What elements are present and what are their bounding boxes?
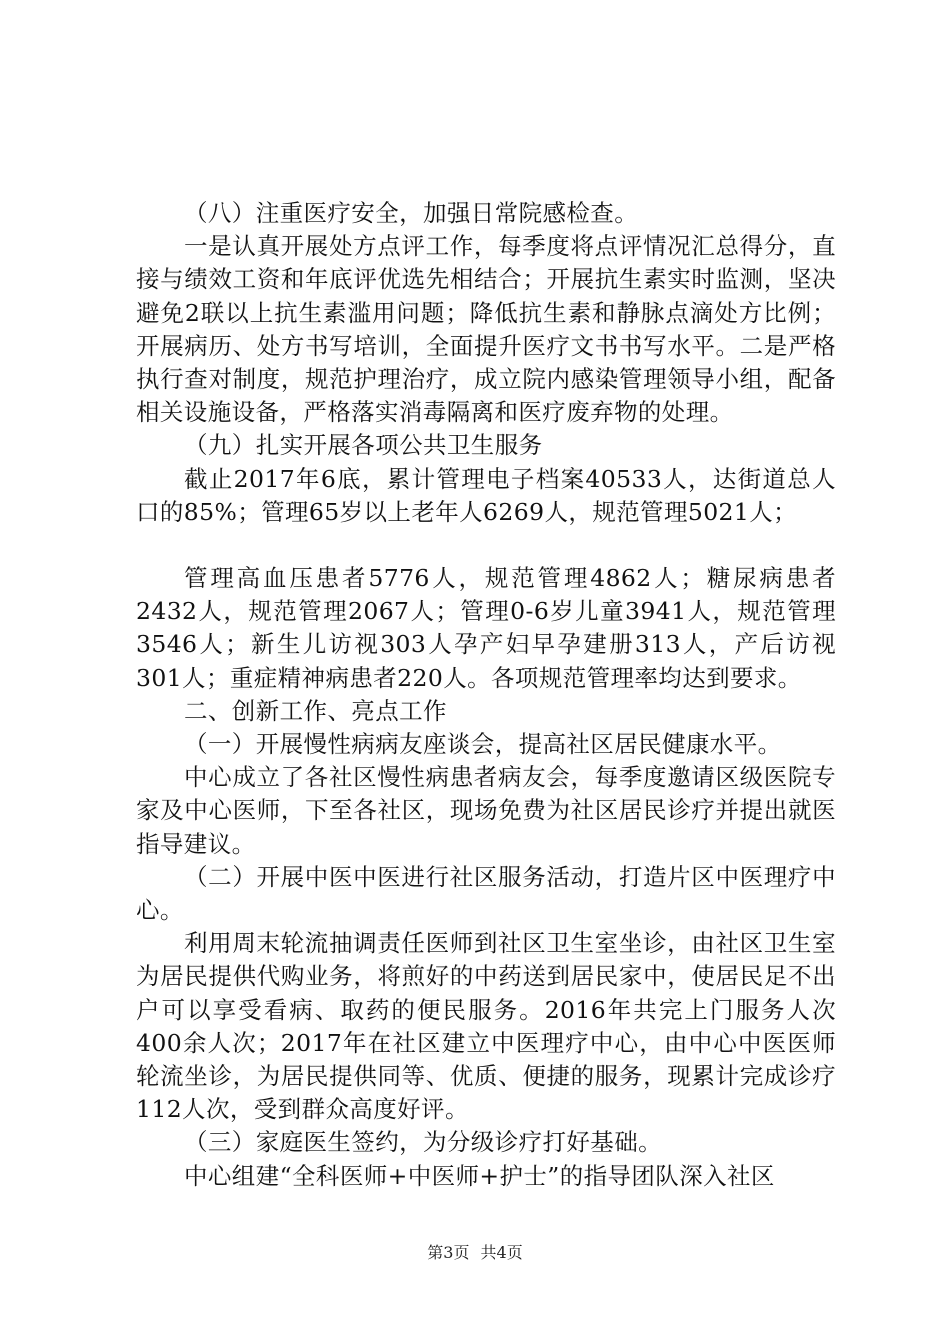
page-footer (0, 1243, 950, 1263)
paragraph-family-doctor: 中心组建“全科医师+中医师+护士”的指导团队深入社区 (184, 1161, 775, 1190)
page-number-current: 第3页 (427, 1243, 470, 1262)
section-heading-9: （九）扎实开展各项公共卫生服务 (184, 431, 543, 460)
paragraph-chronic-stats: 管理高血压患者5776人，规范管理4862人；糖尿病患者2432人，规范管理2067人；管理0-6岁儿童3941人，规范管理3546人；新生儿访视303人孕产妇早孕建册313人，产后访视301人；重症精神病患者220人。各项规范管理率均达到要求。 (136, 564, 836, 692)
section-heading-innovation: 二、创新工作、亮点工作 (184, 696, 447, 725)
document-body (136, 197, 836, 1193)
section-heading-1: （一）开展慢性病病友座谈会，提高社区居民健康水平。 (184, 730, 782, 759)
section-heading-8: （八）注重医疗安全，加强日常院感检查。 (184, 199, 639, 227)
page-number-total: 共4页 (480, 1243, 523, 1262)
paragraph-records-stats: 截止2017年6底，累计管理电子档案40533人，达街道总人口的85%；管理65岁以上老年人6269人，规范管理5021人； (136, 464, 836, 526)
section-heading-3: （三）家庭医生签约，为分级诊疗打好基础。 (184, 1128, 662, 1157)
paragraph-tcm-service: 利用周末轮流抽调责任医师到社区卫生室坐诊，由社区卫生室为居民提供代购业务，将煎好的中药送到居民家中，使居民足不出户可以享受看病、取药的便民服务。2016年共完上门服务人次400余人次；2017年在社区建立中医理疗中心，由中心中医医师轮流坐诊，为居民提供同等、优质、便捷的服务，现累计完成诊疗112人次，受到群众高度好评。 (136, 929, 836, 1124)
section-heading-2: （二）开展中医中医进行社区服务活动，打造片区中医理疗中心。 (136, 862, 836, 925)
paragraph-medical-safety: 一是认真开展处方点评工作，每季度将点评情况汇总得分，直接与绩效工资和年底评优选先相结合；开展抗生素实时监测，坚决避免2联以上抗生素滥用问题；降低抗生素和静脉点滴处方比例；开展病历、处方书写培训，全面提升医疗文书书写水平。二是严格执行查对制度，规范护理治疗，成立院内感染管理领导小组，配备相关设施设备，严格落实消毒隔离和医疗废弃物的处理。 (136, 232, 836, 427)
paragraph-patient-club: 中心成立了各社区慢性病患者病友会，每季度邀请区级医院专家及中心医师，下至各社区，现场免费为社区居民诊疗并提出就医指导建议。 (136, 763, 836, 858)
